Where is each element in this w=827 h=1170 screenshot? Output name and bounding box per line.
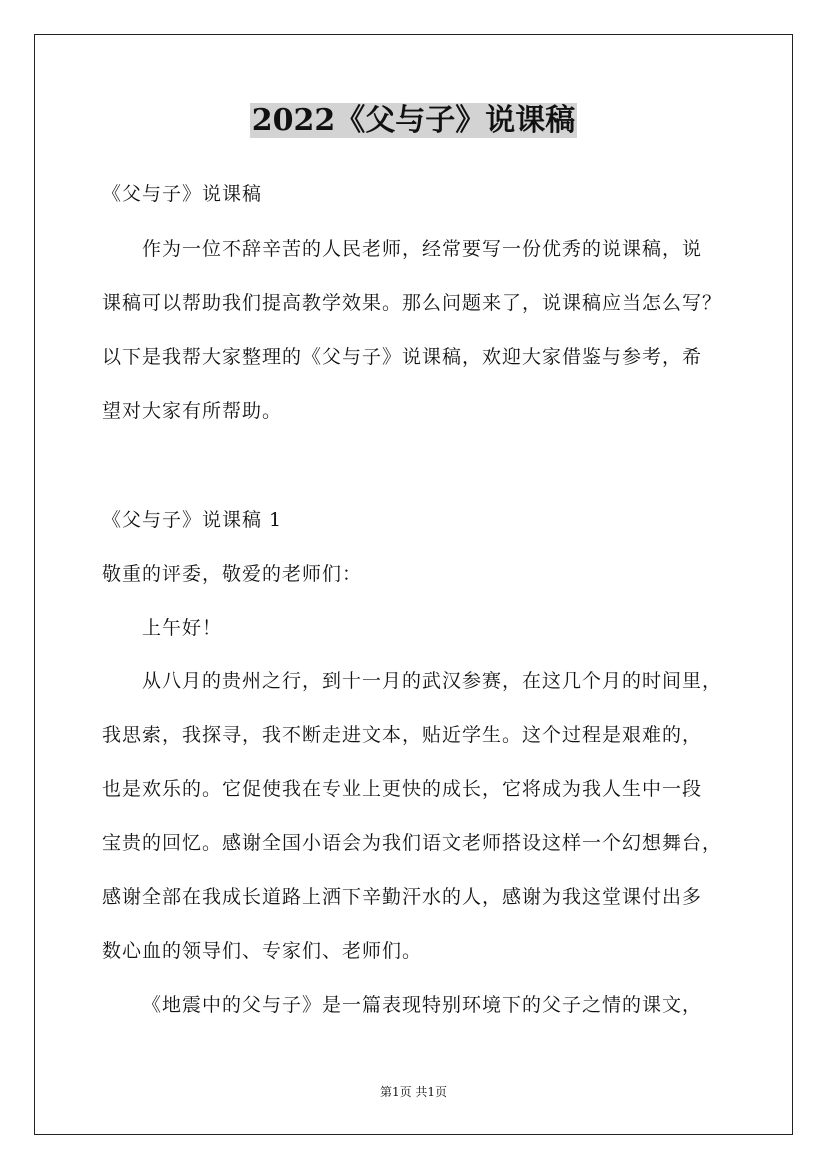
section-heading: 《父与子》说课稿 1: [102, 509, 283, 531]
paragraph-line: 也是欢乐的。它促使我在专业上更快的成长，它将成为我人生中一段: [102, 778, 703, 800]
document-title-text: 2022《父与子》说课稿: [251, 103, 576, 138]
intro-heading: 《父与子》说课稿: [102, 183, 263, 205]
paragraph-line: 数心血的领导们、专家们、老师们。: [102, 940, 423, 962]
paragraph-line: 我思索，我探寻，我不断走进文本，贴近学生。这个过程是艰难的，: [102, 724, 703, 746]
greeting: 上午好！: [142, 617, 223, 639]
paragraph-line: 课稿可以帮助我们提高教学效果。那么问题来了，说课稿应当怎么写？: [102, 292, 723, 314]
paragraph-line: 宝贵的回忆。感谢全国小语会为我们语文老师搭设这样一个幻想舞台，: [102, 832, 723, 854]
page-footer: 第1页 共1页: [379, 1085, 448, 1099]
paragraph-line: 《地震中的父与子》是一篇表现特别环境下的父子之情的课文，: [142, 994, 703, 1016]
paragraph-line: 作为一位不辞辛苦的人民老师，经常要写一份优秀的说课稿，说: [142, 238, 703, 260]
paragraph-line: 感谢全部在我成长道路上洒下辛勤汗水的人，感谢为我这堂课付出多: [102, 886, 703, 908]
salutation: 敬重的评委，敬爱的老师们：: [102, 563, 363, 585]
paragraph-line: 望对大家有所帮助。: [102, 400, 283, 422]
paragraph-line: 以下是我帮大家整理的《父与子》说课稿，欢迎大家借鉴与参考，希: [102, 346, 703, 368]
document-title: [0, 99, 827, 143]
paragraph-line: 从八月的贵州之行，到十一月的武汉参赛，在这几个月的时间里，: [142, 670, 723, 692]
